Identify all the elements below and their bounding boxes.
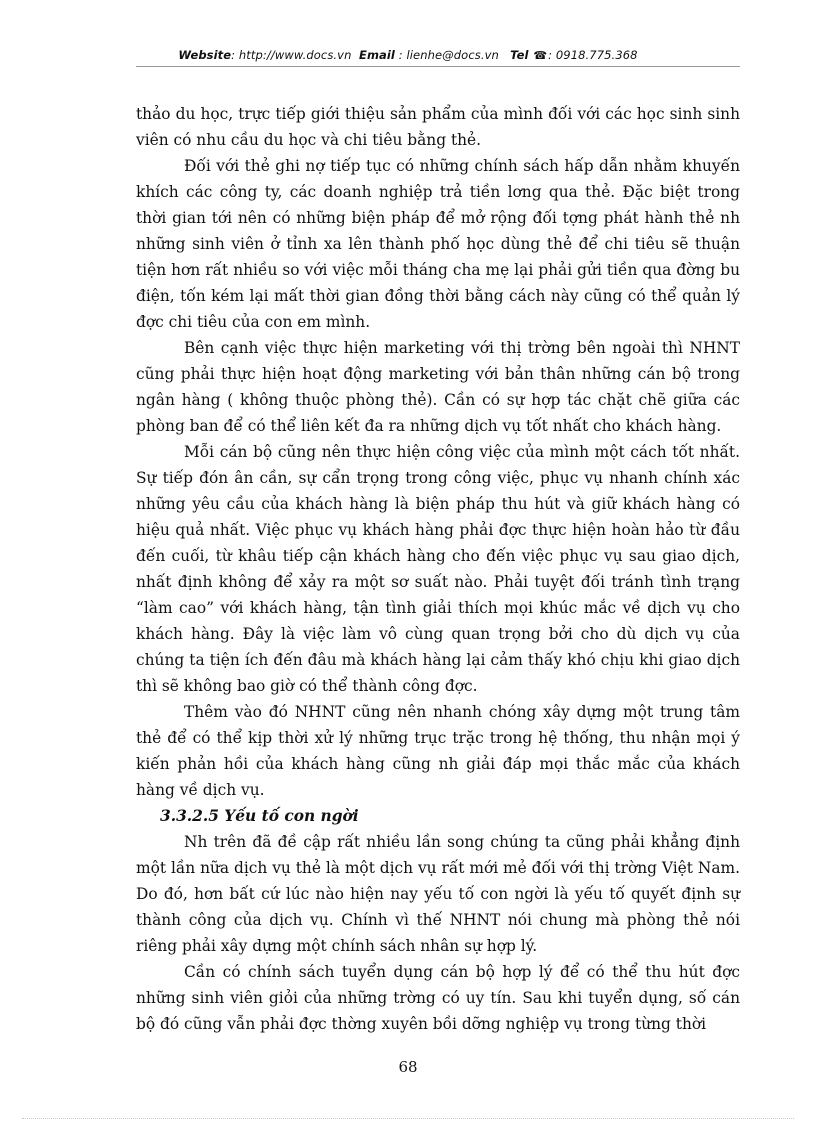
paragraph-6: Nh trên đã đề cập rất nhiều lần song chúng ta cũng phải khẳng định một lần nữa dịch vụ thẻ là một dịch vụ rất mới mẻ đối với thị trờng Việt Nam. Do đó, hơn bất cứ lúc nào hiện nay yếu tố con ngời là yếu tố quyết định sự thành công của dịch vụ. Chính vì thế NHNT nói chung mà phòng thẻ nói riêng phải xây dựng một chính sách nhân sự hợp lý. <box>136 833 740 955</box>
email-label: Email <box>358 48 395 62</box>
paragraph-4: Mỗi cán bộ cũng nên thực hiện công việc của mình một cách tốt nhất. Sự tiếp đón ân cần, sự cẩn trọng trong công việc, phục vụ nhanh chính xác những yêu cầu của khách hàng là biện pháp thu hút và giữ khách hàng có hiệu quả nhất. Việc phục vụ khách hàng phải đợc thực hiện hoàn hảo từ đầu đến cuối, từ khâu tiếp cận khách hàng cho đến việc phục vụ sau giao dịch, nhất định không để xảy ra một sơ suất nào. Phải tuyệt đối tránh tình trạng “làm cao” với khách hàng, tận tình giải thích mọi khúc mắc về dịch vụ cho khách hàng. Đây là việc làm vô cùng quan trọng bởi cho dù dịch vụ của chúng ta tiện ích đến đâu mà khách hàng lại cảm thấy khó chịu khi giao dịch thì sẽ không bao giờ có thể thành công đợc. <box>136 443 740 695</box>
paragraph-3: Bên cạnh việc thực hiện marketing với thị trờng bên ngoài thì NHNT cũng phải thực hiện hoạt động marketing với bản thân những cán bộ trong ngân hàng ( không thuộc phòng thẻ). Cần có sự hợp tác chặt chẽ giữa các phòng ban để có thể liên kết đa ra những dịch vụ tốt nhất cho khách hàng. <box>136 339 740 435</box>
section-heading: 3.3.2.5 Yếu tố con ngời <box>160 807 359 825</box>
page-header <box>0 48 816 62</box>
phone-icon: ☎ <box>533 49 548 62</box>
paragraph-7: Cần có chính sách tuyển dụng cán bộ hợp lý để có thể thu hút đợc những sinh viên giỏi của những trờng có uy tín. Sau khi tuyển dụng, số cán bộ đó cũng vẫn phải đợc thờng xuyên bồi dỡng nghiệp vụ trong từng thời <box>136 963 740 1033</box>
website-label: Website <box>178 48 232 62</box>
tel-label: Tel <box>510 48 529 62</box>
paragraph-5: Thêm vào đó NHNT cũng nên nhanh chóng xây dựng một trung tâm thẻ để có thể kịp thời xử lý những trục trặc trong hệ thống, thu nhận mọi ý kiến phản hồi của khách hàng cũng nh giải đáp mọi thắc mắc của khách hàng về dịch vụ. <box>136 703 740 799</box>
document-body <box>136 101 740 1037</box>
paragraph-1: thảo du học, trực tiếp giới thiệu sản phẩm của mình đối với các học sinh sinh viên có nhu cầu du học và chi tiêu bằng thẻ. <box>136 105 740 149</box>
website-value: : http://www.docs.vn <box>231 48 352 62</box>
page-number: 68 <box>398 1058 418 1076</box>
header-divider <box>136 66 740 67</box>
email-value: : lienhe@docs.vn <box>398 48 499 62</box>
tel-value: : 0918.775.368 <box>548 48 638 62</box>
page-bottom-border <box>22 1118 794 1119</box>
paragraph-2: Đối với thẻ ghi nợ tiếp tục có những chính sách hấp dẫn nhằm khuyến khích các công ty, các doanh nghiệp trả tiền lơng qua thẻ. Đặc biệt trong thời gian tới nên có những biện pháp để mở rộng đối tợng phát hành thẻ nh những sinh viên ở tỉnh xa lên thành phố học dùng thẻ để chi tiêu sẽ thuận tiện hơn rất nhiều so với việc mỗi tháng cha mẹ lại phải gửi tiền qua đờng bu điện, tốn kém lại mất thời gian đồng thời bằng cách này cũng có thể quản lý đợc chi tiêu của con em mình. <box>136 157 740 331</box>
